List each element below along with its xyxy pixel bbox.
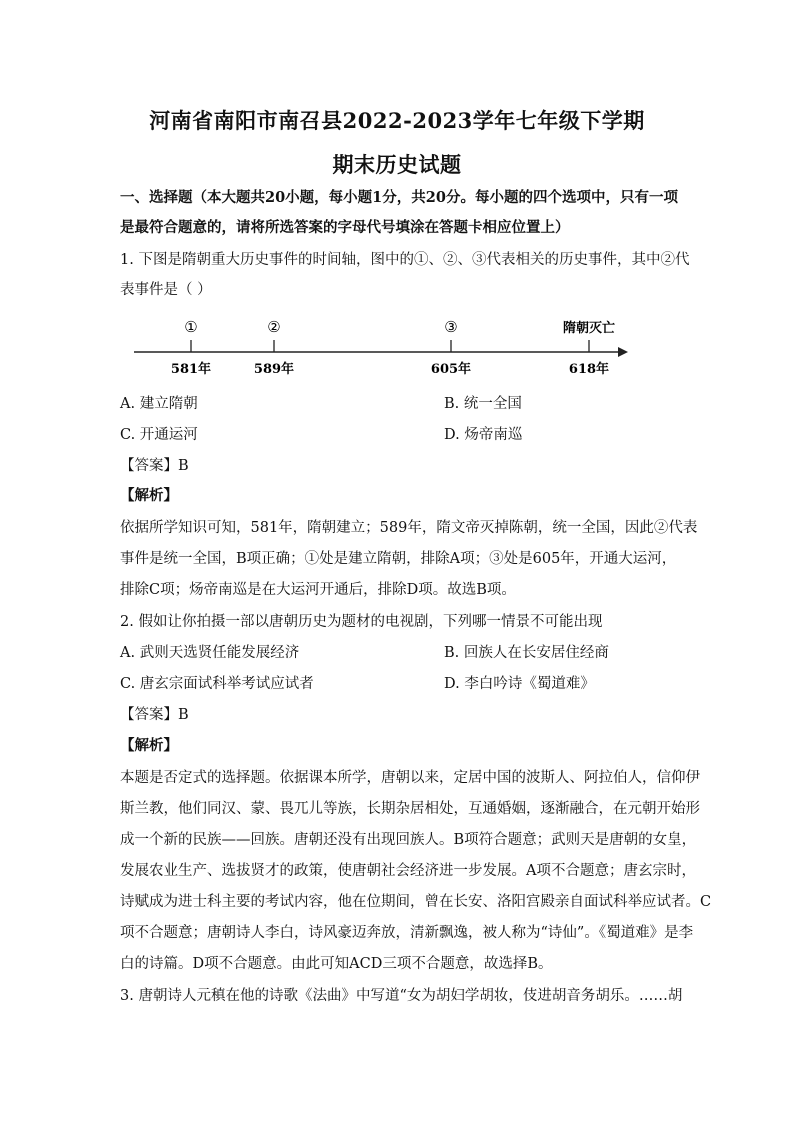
q1-answer: 【答案】B <box>120 458 189 474</box>
timeline-year-2: 589年 <box>253 362 295 377</box>
q1-option-d: D. 炀帝南巡 <box>444 427 523 443</box>
timeline-year-1: 581年 <box>170 362 212 377</box>
timeline-year-4: 618年 <box>568 362 610 377</box>
section-instructions-line1: 一、选择题（本大题共20小题，每小题1分，共20分。每小题的四个选项中，只有一项 <box>120 189 678 206</box>
q1-option-c: C. 开通运河 <box>120 427 198 443</box>
timeline-arrow-icon <box>618 347 628 357</box>
q1-stem-line1: 1. 下图是隋朝重大历史事件的时间轴，图中的①、②、③代表相关的历史事件，其中②代 <box>120 252 690 268</box>
q2-option-b: B. 回族人在长安居住经商 <box>444 645 609 661</box>
q2-analysis-line2: 斯兰教，他们同汉、蒙、畏兀儿等族，长期杂居相处，互通婚姻，逐渐融合，在元朝开始形 <box>120 801 700 817</box>
timeline-marker-3: ③ <box>444 318 458 336</box>
q2-answer: 【答案】B <box>120 707 189 723</box>
exam-title-line2: 期末历史试题 <box>332 152 462 177</box>
exam-title-line1: 河南省南阳市南召县2022-2023学年七年级下学期 <box>149 108 645 133</box>
q2-analysis-label: 【解析】 <box>120 737 178 754</box>
q1-analysis-line1: 依据所学知识可知，581年，隋朝建立；589年，隋文帝灭掉陈朝，统一全国，因此②代表 <box>120 520 698 536</box>
q2-analysis-line3: 成一个新的民族——回族。唐朝还没有出现回族人。B项符合题意；武则天是唐朝的女皇， <box>120 832 697 848</box>
q2-analysis-line6: 项不合题意；唐朝诗人李白，诗风豪迈奔放，清新飘逸，被人称为“诗仙”。《蜀道难》是李 <box>120 925 694 941</box>
q1-option-a: A. 建立隋朝 <box>120 396 198 412</box>
q1-analysis-line3: 排除C项；炀帝南巡是在大运河开通后，排除D项。故选B项。 <box>120 582 516 598</box>
q2-option-c: C. 唐玄宗面试科举考试应试者 <box>120 676 314 692</box>
timeline-year-3: 605年 <box>430 362 472 377</box>
timeline-marker-4: 隋朝灭亡 <box>562 321 616 336</box>
q1-analysis-label: 【解析】 <box>120 487 178 504</box>
timeline-marker-2: ② <box>267 318 281 336</box>
q3-stem: 3. 唐朝诗人元稹在他的诗歌《法曲》中写道“女为胡妇学胡妆，伎进胡音务胡乐。……胡 <box>120 988 683 1004</box>
q2-option-d: D. 李白吟诗《蜀道难》 <box>444 676 595 692</box>
q2-analysis-line1: 本题是否定式的选择题。依据课本所学，唐朝以来，定居中国的波斯人、阿拉伯人，信仰伊 <box>120 770 700 786</box>
q2-analysis-line4: 发展农业生产、选拔贤才的政策，使唐朝社会经济进一步发展。A项不合题意；唐玄宗时， <box>120 863 696 879</box>
timeline-marker-1: ① <box>184 318 198 336</box>
q2-stem: 2. 假如让你拍摄一部以唐朝历史为题材的电视剧，下列哪一情景不可能出现 <box>120 614 603 630</box>
q2-option-a: A. 武则天选贤任能发展经济 <box>120 645 300 661</box>
q1-option-b: B. 统一全国 <box>444 396 522 412</box>
q2-analysis-line5: 诗赋成为进士科主要的考试内容，他在位期间，曾在长安、洛阳宫殿亲自面试科举应试者。C <box>120 894 712 910</box>
q1-stem-line2: 表事件是（ ） <box>120 282 212 298</box>
sui-timeline-figure <box>120 312 640 384</box>
q2-analysis-line7: 白的诗篇。D项不合题意。由此可知ACD三项不合题意，故选择B。 <box>120 956 553 972</box>
q1-analysis-line2: 事件是统一全国，B项正确；①处是建立隋朝，排除A项；③处是605年，开通大运河， <box>120 551 677 567</box>
section-instructions-line2: 是最符合题意的，请将所选答案的字母代号填涂在答题卡相应位置上） <box>120 219 570 236</box>
